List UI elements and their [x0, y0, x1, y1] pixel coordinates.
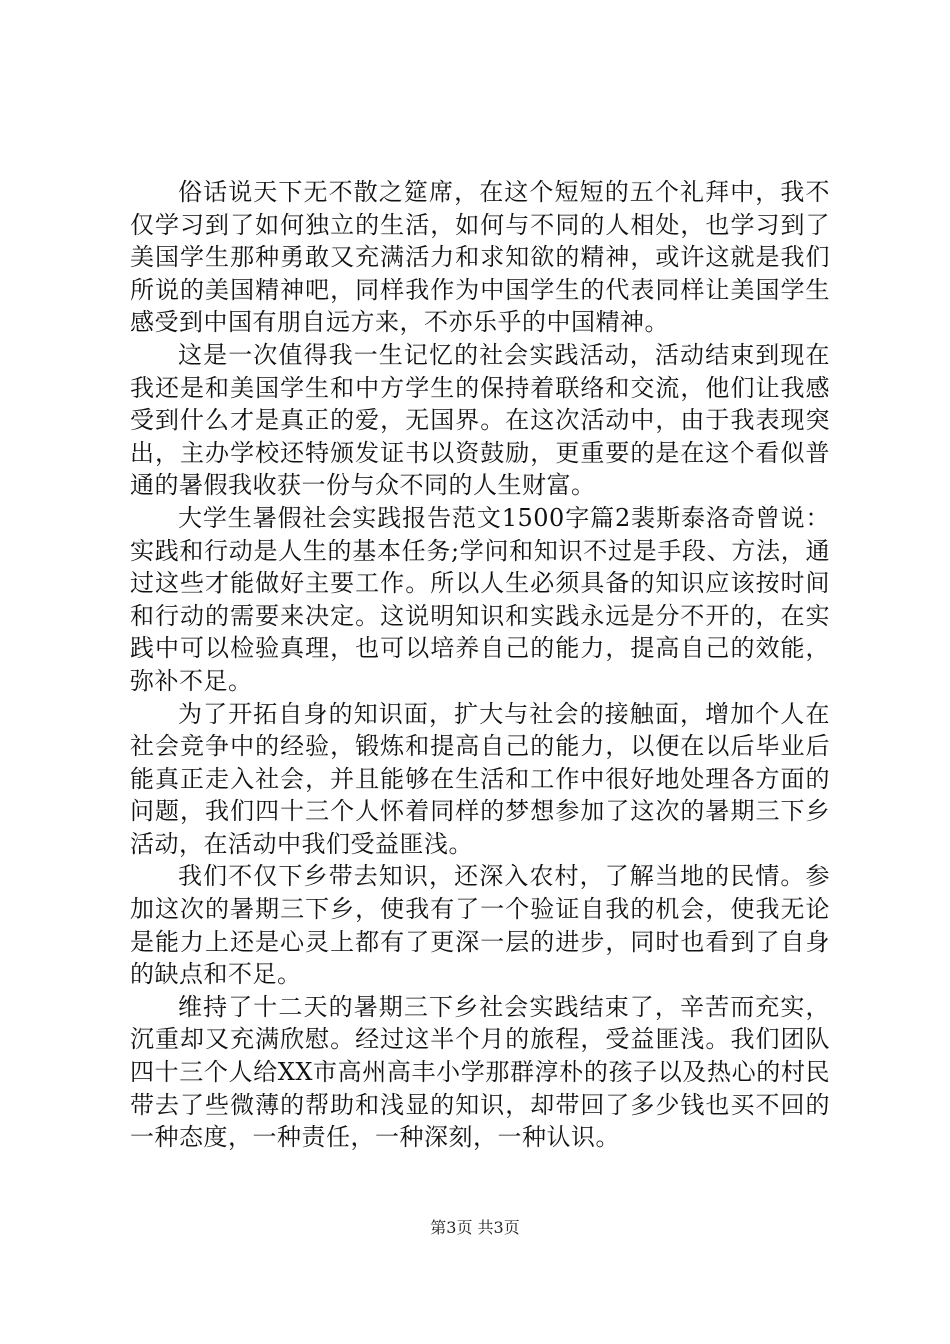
page-number-footer: 第3页 共3页 [430, 1218, 520, 1237]
paragraph-5: 我们不仅下乡带去知识，还深入农村，了解当地的民情。参加这次的暑期三下乡，使我有了一个验证自我的机会，使我无论是能力上还是心灵上都有了更深一层的进步，同时也看到了自身的缺点和不足。 [130, 862, 830, 989]
paragraph-6: 维持了十二天的暑期三下乡社会实践结束了，辛苦而充实，沉重却又充满欣慰。经过这半个月的旅程，受益匪浅。我们团队四十三个人给XX市高州高丰小学那群淳朴的孩子以及热心的村民带去了些微薄的帮助和浅显的知识，却带回了多少钱也买不回的一种态度，一种责任，一种深刻，一种认识。 [130, 992, 830, 1152]
paragraph-3: 大学生暑假社会实践报告范文1500字篇2裴斯泰洛奇曾说：实践和行动是人生的基本任务;学问和知识不过是手段、方法，通过这些才能做好主要工作。所以人生必须具备的知识应该按时间和行动的需要来决定。这说明知识和实践永远是分不开的，在实践中可以检验真理，也可以培养自己的能力，提高自己的效能，弥补不足。 [130, 503, 830, 695]
paragraph-4: 为了开拓自身的知识面，扩大与社会的接触面，增加个人在社会竞争中的经验，锻炼和提高自己的能力，以便在以后毕业后能真正走入社会，并且能够在生活和工作中很好地处理各方面的问题，我们四十三个人怀着同样的梦想参加了这次的暑期三下乡活动，在活动中我们受益匪浅。 [130, 699, 830, 858]
document-body [130, 176, 830, 1154]
paragraph-2: 这是一次值得我一生记忆的社会实践活动，活动结束到现在我还是和美国学生和中方学生的保持着联络和交流，他们让我感受到什么才是真正的爱，无国界。在这次活动中，由于我表现突出，主办学校还特颁发证书以资鼓励，更重要的是在这个看似普通的暑假我收获一份与众不同的人生财富。 [130, 340, 830, 500]
paragraph-1: 俗话说天下无不散之筵席，在这个短短的五个礼拜中，我不仅学习到了如何独立的生活，如何与不同的人相处，也学习到了美国学生那种勇敢又充满活力和求知欲的精神，或许这就是我们所说的美国精神吧，同样我作为中国学生的代表同样让美国学生感受到中国有朋自远方来，不亦乐乎的中国精神。 [130, 178, 830, 337]
